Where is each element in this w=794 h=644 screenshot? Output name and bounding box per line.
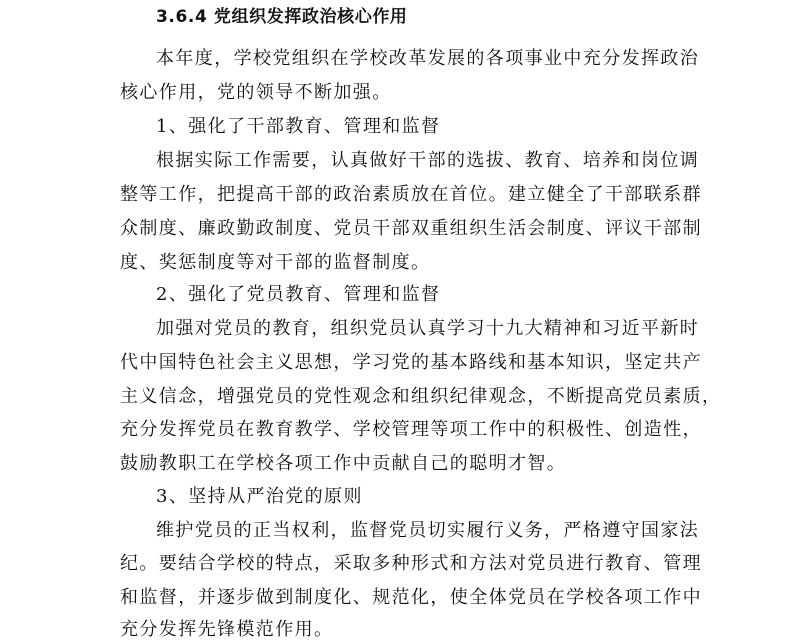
item-1-line-2: 整等工作，把提高干部的政治素质放在首位。建立健全了干部联系群 [120,184,702,205]
item-2-line-2: 代中国特色社会主义思想，学习党的基本路线和基本知识，坚定共产 [120,352,702,373]
item-1-line-1: 根据实际工作需要，认真做好干部的选拔、教育、培养和岗位调 [156,150,700,171]
item-2-title: 2、强化了党员教育、管理和监督 [156,284,441,305]
item-1-line-4: 度、奖惩制度等对干部的监督制度。 [120,252,431,273]
item-3-line-3: 和监督，并逐步做到制度化、规范化，使全体党员在学校各项工作中 [120,587,702,608]
intro-line-2: 核心作用，党的领导不断加强。 [120,82,392,103]
item-2-line-1: 加强对党员的教育，组织党员认真学习十九大精神和习近平新时 [156,318,700,339]
item-3-line-2: 纪。要结合学校的特点，采取多种形式和方法对党员进行教育、管理 [120,553,702,574]
item-2-line-4: 充分发挥党员在教育教学、学校管理等项工作中的积极性、创造性， [120,419,702,440]
item-3-title: 3、坚持从严治党的原则 [156,486,363,507]
item-3-line-4: 充分发挥先锋模范作用。 [120,619,334,640]
intro-line-1: 本年度，学校党组织在学校改革发展的各项事业中充分发挥政治 [156,48,700,69]
item-3-line-1: 维护党员的正当权利，监督党员切实履行义务，严格遵守国家法 [156,520,700,541]
item-1-line-3: 众制度、廉政勤政制度、党员干部双重组织生活会制度、评议干部制 [120,218,702,239]
item-2-line-3: 主义信念，增强党员的党性观念和组织纪律观念，不断提高党员素质， [120,386,722,407]
item-1-title: 1、强化了干部教育、管理和监督 [156,116,441,137]
section-heading: 3.6.4 党组织发挥政治核心作用 [156,7,408,27]
item-2-line-5: 鼓励教职工在学校各项工作中贡献自己的聪明才智。 [120,453,567,474]
